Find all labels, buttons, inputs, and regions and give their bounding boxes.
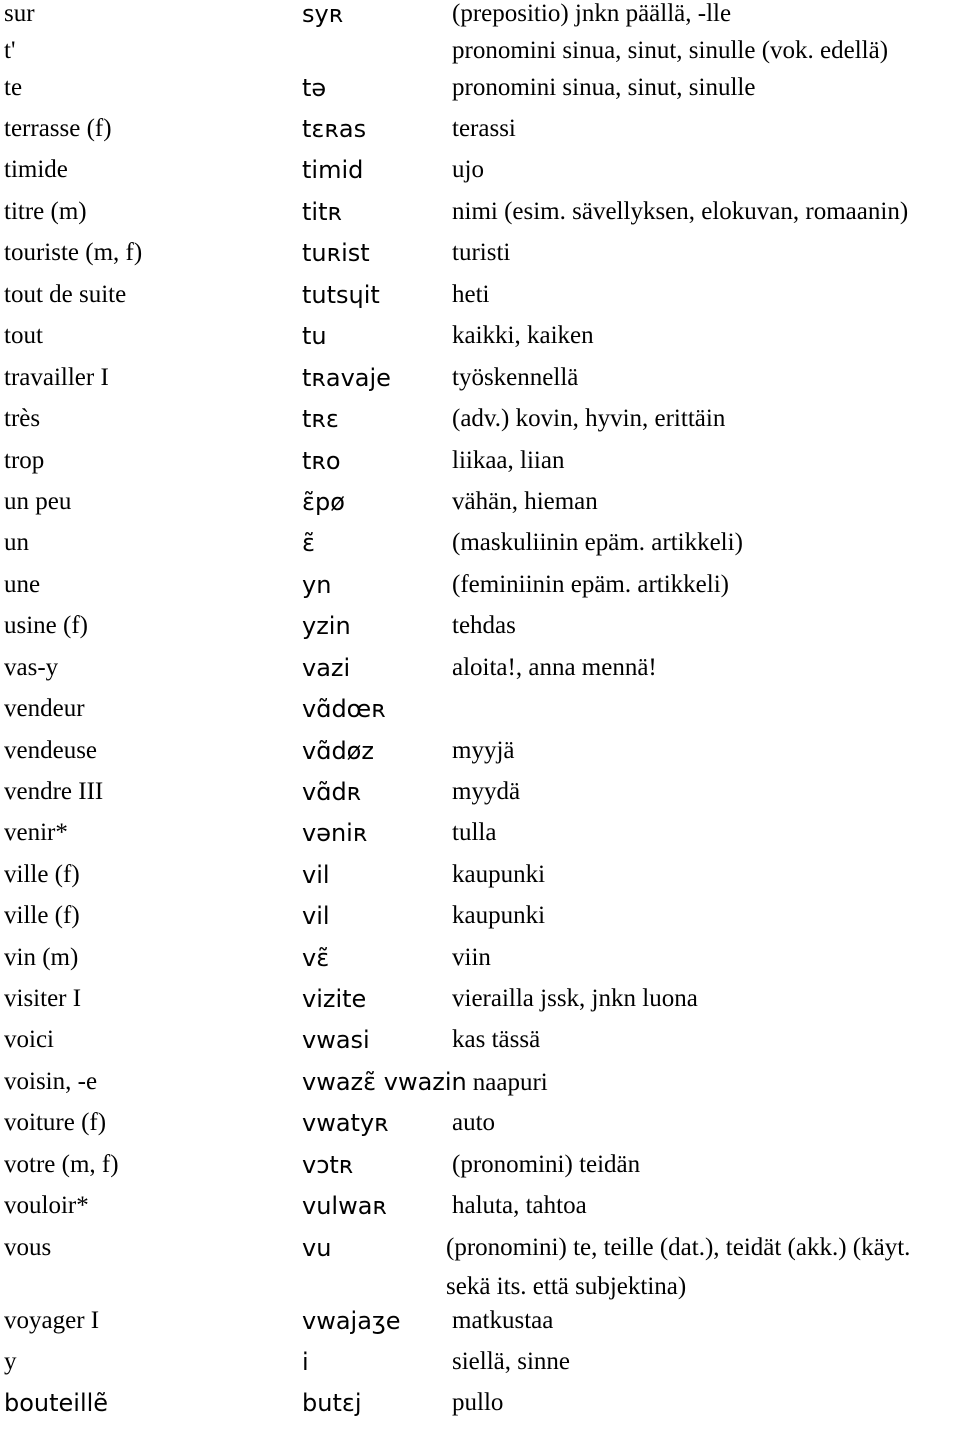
pronunciation: vɑ̃dœʀ xyxy=(302,695,386,723)
finnish-meaning: auto xyxy=(452,1109,496,1136)
pronunciation: vwasi xyxy=(302,1026,370,1054)
pronunciation: vɑ̃dʀ xyxy=(302,778,362,806)
entry-row xyxy=(0,405,960,445)
pronunciation: vwajaʒe xyxy=(302,1307,401,1335)
french-word: usine (f) xyxy=(4,612,88,639)
entry-row xyxy=(0,239,960,279)
finnish-meaning: nimi (esim. sävellyksen, elokuvan, romaanin) xyxy=(452,198,909,225)
finnish-meaning: naapuri xyxy=(472,1069,548,1096)
entry-row xyxy=(0,1109,960,1149)
french-word: ville (f) xyxy=(4,861,80,888)
finnish-meaning: turisti xyxy=(452,239,511,266)
french-word: voiture (f) xyxy=(4,1109,107,1136)
entry-row xyxy=(0,1068,960,1108)
finnish-meaning: heti xyxy=(452,281,490,308)
entry-row xyxy=(0,1234,960,1314)
pronunciation: vəniʀ xyxy=(302,819,368,847)
entry-row xyxy=(0,571,960,611)
pronunciation: vazi xyxy=(302,654,351,682)
french-word: touriste (m, f) xyxy=(4,239,143,266)
finnish-meaning: pronomini sinua, sinut, sinulle xyxy=(452,74,756,101)
french-word: venir* xyxy=(4,819,68,846)
french-word: sur xyxy=(4,0,35,27)
french-word: tout xyxy=(4,322,43,349)
pronunciation: vil xyxy=(302,902,330,930)
entry-row xyxy=(0,488,960,528)
french-word: un xyxy=(4,529,29,556)
pronunciation: tʀo xyxy=(302,447,341,475)
entry-row xyxy=(0,281,960,321)
finnish-meaning: viin xyxy=(452,944,491,971)
entry-row xyxy=(0,447,960,487)
french-word: bouteillẽ xyxy=(4,1389,109,1417)
finnish-meaning: kaupunki xyxy=(452,902,546,929)
pronunciation: vil xyxy=(302,861,330,889)
pronunciation: vwatyʀ xyxy=(302,1109,389,1137)
finnish-meaning: siellä, sinne xyxy=(452,1348,571,1375)
finnish-meaning: (prepositio) jnkn päällä, -lle xyxy=(452,0,732,27)
entry-row xyxy=(0,115,960,155)
finnish-meaning: matkustaa xyxy=(452,1307,554,1334)
pronunciation: tu xyxy=(302,322,327,350)
finnish-meaning: myyjä xyxy=(452,737,515,764)
finnish-meaning: (adv.) kovin, hyvin, erittäin xyxy=(452,405,726,432)
entry-row xyxy=(0,322,960,362)
finnish-meaning: haluta, tahtoa xyxy=(452,1192,587,1219)
entry-row xyxy=(0,654,960,694)
pronunciation: ɛ̃pø xyxy=(302,488,345,516)
french-word: te xyxy=(4,74,23,101)
finnish-meaning: liikaa, liian xyxy=(452,447,565,474)
pronunciation: tʀɛ xyxy=(302,405,339,433)
entry-row xyxy=(0,985,960,1025)
pronunciation: vɑ̃døz xyxy=(302,737,374,765)
french-word: travailler I xyxy=(4,364,109,391)
french-word: voici xyxy=(4,1026,54,1053)
entry-row xyxy=(0,364,960,404)
entry-row xyxy=(0,778,960,818)
french-word: voisin, -e xyxy=(4,1068,98,1095)
entry-row xyxy=(0,1389,960,1429)
entry-row xyxy=(0,1307,960,1347)
pronunciation: vwazɛ̃ vwazin xyxy=(302,1068,467,1096)
french-word: vendre III xyxy=(4,778,104,805)
pronunciation: yn xyxy=(302,571,332,599)
finnish-meaning: (feminiinin epäm. artikkeli) xyxy=(452,571,729,598)
french-word: ville (f) xyxy=(4,902,80,929)
french-word: très xyxy=(4,405,41,432)
entry-row xyxy=(0,1026,960,1066)
finnish-meaning: tulla xyxy=(452,819,497,846)
finnish-meaning-continuation: sekä its. että subjektina) xyxy=(446,1273,687,1300)
entry-row xyxy=(0,37,960,77)
entry-row xyxy=(0,695,960,735)
entry-row xyxy=(0,819,960,859)
finnish-meaning: kaupunki xyxy=(452,861,546,888)
pronunciation: i xyxy=(302,1348,309,1376)
french-word: vous xyxy=(4,1234,52,1261)
finnish-meaning: (pronomini) teidän xyxy=(452,1151,641,1178)
french-word: votre (m, f) xyxy=(4,1151,119,1178)
pronunciation: vulwaʀ xyxy=(302,1192,387,1220)
finnish-meaning: pronomini sinua, sinut, sinulle (vok. edellä) xyxy=(452,37,889,64)
pronunciation: tuʀist xyxy=(302,239,370,267)
pronunciation-with-meaning xyxy=(302,1068,548,1097)
entry-row xyxy=(0,156,960,196)
french-word: titre (m) xyxy=(4,198,87,225)
entry-row xyxy=(0,861,960,901)
finnish-meaning: myydä xyxy=(452,778,521,805)
pronunciation: vizite xyxy=(302,985,367,1013)
finnish-meaning: kaikki, kaiken xyxy=(452,322,594,349)
french-word: y xyxy=(4,1348,17,1375)
entry-row xyxy=(0,902,960,942)
finnish-meaning: ujo xyxy=(452,156,484,183)
entry-row xyxy=(0,198,960,238)
finnish-meaning: (maskuliinin epäm. artikkeli) xyxy=(452,529,743,556)
french-word: vouloir* xyxy=(4,1192,89,1219)
pronunciation: tutsɥit xyxy=(302,281,380,309)
french-word: tout de suite xyxy=(4,281,127,308)
entry-row xyxy=(0,612,960,652)
pronunciation: tʀavaje xyxy=(302,364,391,392)
french-word: vendeuse xyxy=(4,737,98,764)
french-word: terrasse (f) xyxy=(4,115,112,142)
pronunciation: syʀ xyxy=(302,0,344,28)
finnish-meaning: kas tässä xyxy=(452,1026,541,1053)
finnish-meaning: vierailla jssk, jnkn luona xyxy=(452,985,698,1012)
entry-row xyxy=(0,1348,960,1388)
french-word: un peu xyxy=(4,488,72,515)
pronunciation: titʀ xyxy=(302,198,342,226)
finnish-meaning: vähän, hieman xyxy=(452,488,598,515)
finnish-meaning: tehdas xyxy=(452,612,516,639)
entry-row xyxy=(0,944,960,984)
pronunciation: vɔtʀ xyxy=(302,1151,354,1179)
entry-row xyxy=(0,1151,960,1191)
pronunciation: tɛʀas xyxy=(302,115,367,143)
pronunciation: yzin xyxy=(302,612,351,640)
french-word: t' xyxy=(4,37,16,64)
french-word: voyager I xyxy=(4,1307,100,1334)
entry-row xyxy=(0,737,960,777)
french-word: une xyxy=(4,571,41,598)
pronunciation: tə xyxy=(302,74,327,102)
entry-row xyxy=(0,1192,960,1232)
french-word: timide xyxy=(4,156,68,183)
pronunciation: vu xyxy=(302,1234,332,1262)
finnish-meaning: pullo xyxy=(452,1389,504,1416)
entry-row xyxy=(0,74,960,114)
entry-row xyxy=(0,0,960,40)
entry-row xyxy=(0,529,960,569)
finnish-meaning: työskennellä xyxy=(452,364,579,391)
french-word: vin (m) xyxy=(4,944,79,971)
pronunciation: butɛj xyxy=(302,1389,362,1417)
finnish-meaning: (pronomini) te, teille (dat.), teidät (akk.) (käyt. xyxy=(446,1234,911,1261)
finnish-meaning: aloita!, anna mennä! xyxy=(452,654,657,681)
french-word: vas-y xyxy=(4,654,59,681)
french-word: trop xyxy=(4,447,45,474)
finnish-meaning: terassi xyxy=(452,115,516,142)
french-word: vendeur xyxy=(4,695,85,722)
pronunciation: vɛ̃ xyxy=(302,944,330,972)
pronunciation: timid xyxy=(302,156,364,184)
french-word: visiter I xyxy=(4,985,82,1012)
pronunciation: ɛ̃ xyxy=(302,529,315,557)
